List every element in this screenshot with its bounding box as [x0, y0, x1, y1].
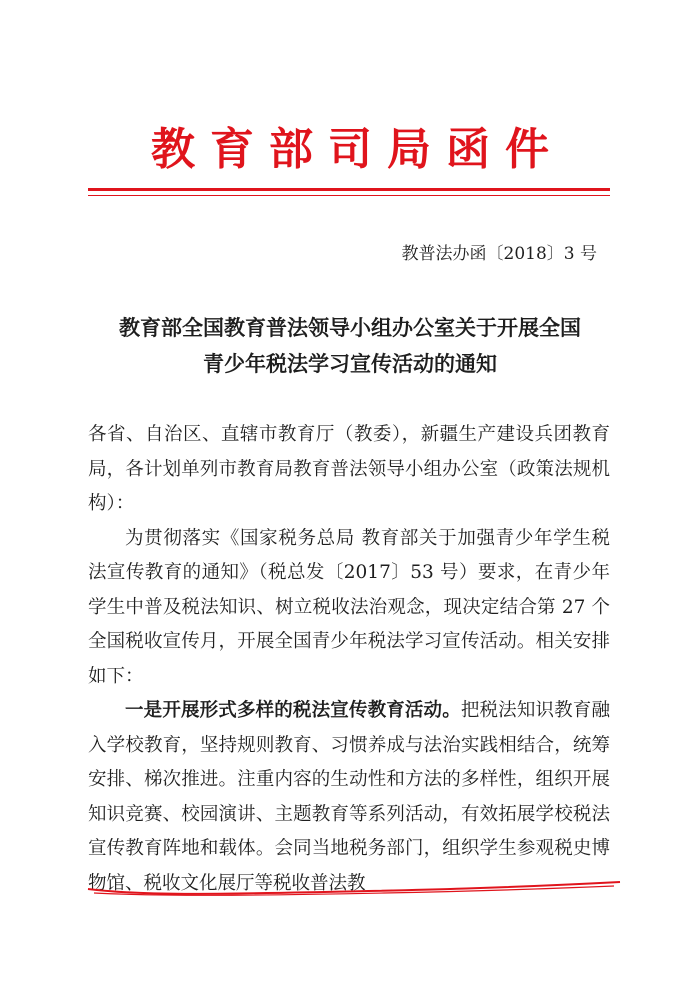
- notice-title: [60, 310, 640, 382]
- intro-paragraph: 为贯彻落实《国家税务总局 教育部关于加强青少年学生税法宣传教育的通知》（税总发〔2017〕53 号）要求，在青少年学生中普及税法知识、树立税收法治观念，现决定结合第 27 个全国税收宣传月，开展全国青少年税法学习宣传活动。相关安排如下：: [88, 527, 610, 687]
- masthead-rule-thick: [88, 188, 610, 191]
- notice-title-line-1: 教育部全国教育普法领导小组办公室关于开展全国: [119, 316, 581, 340]
- section-1-heading: 一是开展形式多样的税法宣传教育活动。: [125, 700, 461, 721]
- document-number: 教普法办函〔2018〕3 号: [401, 244, 597, 264]
- masthead-title: 教育部司局函件: [151, 124, 564, 175]
- section-1-text: 把税法知识教育融入学校教育，坚持规则教育、习惯养成与法治实践相结合，统筹安排、梯次推进。注重内容的生动性和方法的多样性，组织开展知识竞赛、校园演讲、主题教育等系列活动，有效拓展学校税法宣传教育阵地和载体。会同当地税务部门，组织学生参观税史博物馆、税收文化展厅等税收普法教: [88, 700, 610, 894]
- masthead-rule-thin: [88, 195, 610, 196]
- section-1-paragraph: [88, 694, 610, 901]
- notice-title-line-2: 青少年税法学习宣传活动的通知: [203, 352, 497, 376]
- addressee-paragraph: 各省、自治区、直辖市教育厅（教委），新疆生产建设兵团教育局，各计划单列市教育局教育普法领导小组办公室（政策法规机构）：: [88, 424, 610, 514]
- notice-body: [88, 418, 610, 901]
